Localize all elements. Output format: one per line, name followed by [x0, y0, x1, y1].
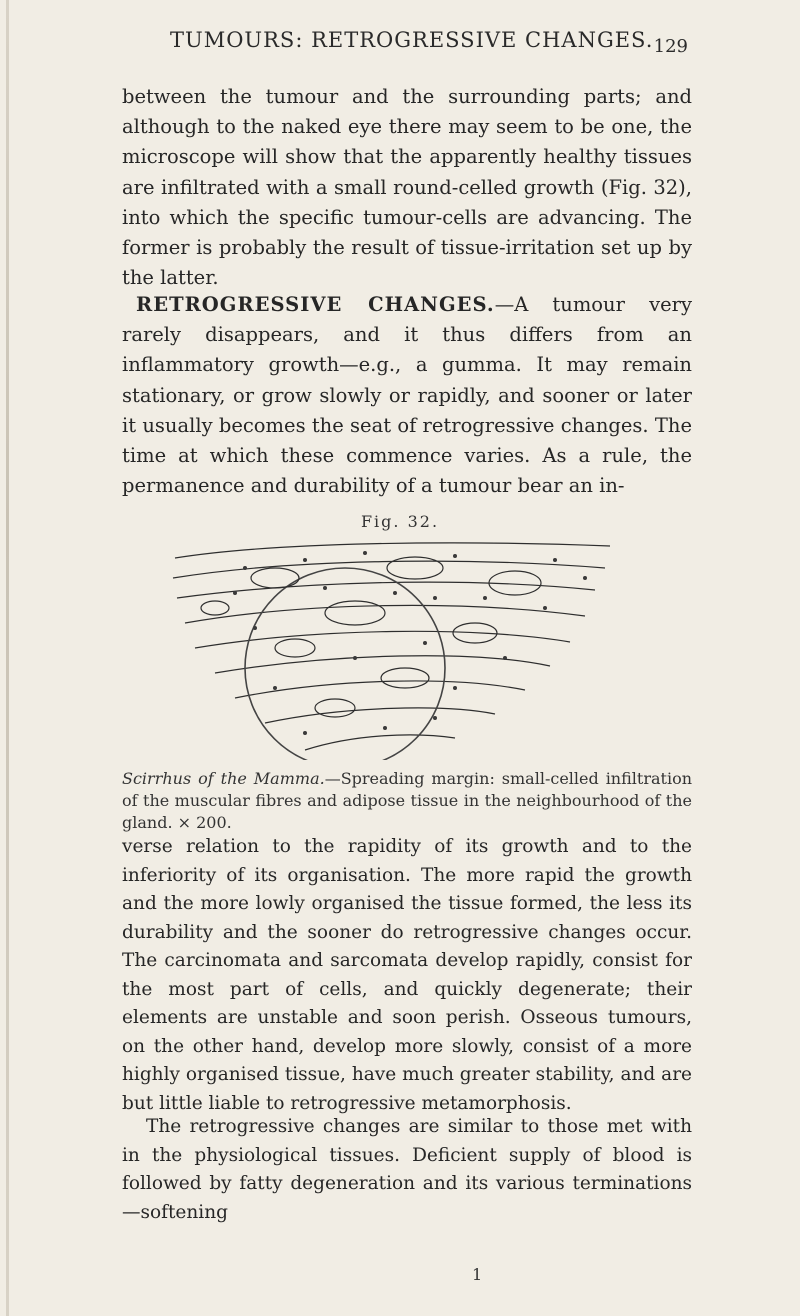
figure-label: Fig. 32. [360, 512, 440, 531]
page-number: 129 [653, 36, 688, 57]
tissue-margin-line [235, 681, 525, 698]
tissue-margin-line [215, 656, 550, 673]
fat-cell [325, 601, 385, 625]
fat-cell [201, 601, 229, 615]
tissue-margin-line [305, 735, 455, 750]
paragraph-2 [122, 290, 692, 501]
paragraph-1: between the tumour and the surrounding parts; and although to the naked eye there may seem to be one, the microscope will show that the apparently healthy tissues are infiltrated with a small round-celled growth (Fig. 32), into which the specific tumour-cells are advancing. The former is probably the result of tissue-irritation set up by the latter. [122, 85, 692, 290]
signature-mark: 1 [472, 1265, 483, 1284]
paragraph-3: verse relation to the rapidity of its growth and to the inferiority of its organisation. The more rapid the growth and the more lowly organised the tissue formed, the less its durability and the sooner do retrogressive changes occur. The carcinomata and sarcomata develop rapidly, consist for the most part of cells, and quickly degenerate; their elements are unstable and soon perish. Osseous tumours, on the other hand, develop more slowly, consist of a more highly organised tissue, have much greater stability, and are but little liable to retrogressive metamorphosis. [122, 836, 692, 1114]
fat-cell [381, 668, 429, 688]
fat-cell [251, 568, 299, 588]
paragraph-2-text: —A tumour very rarely disappears, and it thus differs from an inflammatory growth—e.g., a gumma. It may remain stationary, or grow slowly or rapidly, and sooner or later it usually becomes the seat of retrogressive changes. The time at which these commence varies. As a rule, the permanence and durability of a tumour bear an in- [122, 293, 692, 498]
fat-cell [387, 557, 443, 579]
figure-illustration [155, 538, 625, 760]
running-head: TUMOURS: RETROGRESSIVE CHANGES. [170, 28, 654, 52]
caption-title: Scirrhus of the Mamma. [122, 769, 325, 788]
paragraph-4: The retrogressive changes are similar to those met with in the physiological tissues. Deficient supply of blood is followed by fatty degeneration and its various terminations—softening [122, 1116, 692, 1223]
fat-cell [315, 699, 355, 717]
page-header [0, 28, 800, 60]
tissue-margin-line [177, 582, 595, 598]
page-edge [6, 0, 9, 1316]
caption-text: —Spreading margin: small-celled infiltration of the muscular fibres and adipose tissue in the neighbourhood of the gland. × 200. [122, 769, 692, 832]
figure-caption [122, 768, 692, 834]
tissue-margin-line [265, 708, 495, 723]
tissue-margin-line [175, 543, 610, 558]
section-heading: RETROGRESSIVE CHANGES. [136, 293, 495, 316]
fat-cell [275, 639, 315, 657]
